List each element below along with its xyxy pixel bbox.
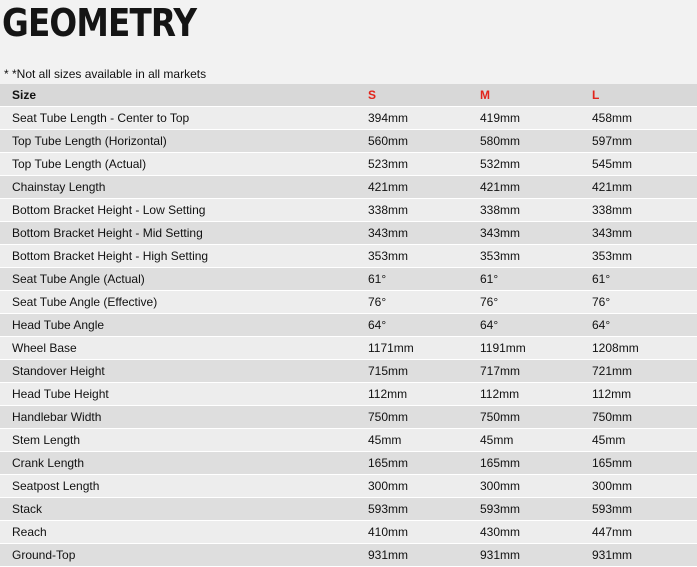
table-row (0, 521, 697, 544)
row-label: Seat Tube Length - Center to Top (0, 107, 362, 130)
row-value-m: 64° (474, 314, 586, 337)
table-row (0, 314, 697, 337)
table-row (0, 130, 697, 153)
row-value-m: 593mm (474, 498, 586, 521)
table-row (0, 337, 697, 360)
row-value-m: 76° (474, 291, 586, 314)
geometry-table (0, 84, 697, 567)
size-m-header: M (474, 84, 586, 107)
row-value-s: 343mm (362, 222, 474, 245)
row-label: Wheel Base (0, 337, 362, 360)
row-label: Reach (0, 521, 362, 544)
row-value-m: 532mm (474, 153, 586, 176)
row-value-l: 343mm (586, 222, 697, 245)
row-label: Stack (0, 498, 362, 521)
row-value-l: 165mm (586, 452, 697, 475)
row-value-m: 61° (474, 268, 586, 291)
row-value-m: 300mm (474, 475, 586, 498)
row-value-l: 1208mm (586, 337, 697, 360)
row-value-s: 1171mm (362, 337, 474, 360)
row-value-l: 721mm (586, 360, 697, 383)
row-value-s: 64° (362, 314, 474, 337)
row-value-s: 353mm (362, 245, 474, 268)
table-row (0, 475, 697, 498)
row-label: Seatpost Length (0, 475, 362, 498)
row-value-l: 45mm (586, 429, 697, 452)
row-label: Seat Tube Angle (Actual) (0, 268, 362, 291)
geometry-table-body (0, 107, 697, 567)
row-value-l: 750mm (586, 406, 697, 429)
table-row (0, 452, 697, 475)
row-value-m: 931mm (474, 544, 586, 567)
row-value-m: 165mm (474, 452, 586, 475)
row-label: Ground-Top (0, 544, 362, 567)
table-row (0, 498, 697, 521)
size-l-header: L (586, 84, 697, 107)
table-row (0, 360, 697, 383)
row-value-m: 421mm (474, 176, 586, 199)
row-value-m: 338mm (474, 199, 586, 222)
row-label: Top Tube Length (Actual) (0, 153, 362, 176)
row-value-m: 343mm (474, 222, 586, 245)
row-value-s: 593mm (362, 498, 474, 521)
row-value-l: 458mm (586, 107, 697, 130)
row-label: Bottom Bracket Height - Mid Setting (0, 222, 362, 245)
row-value-s: 560mm (362, 130, 474, 153)
row-value-s: 165mm (362, 452, 474, 475)
table-row (0, 429, 697, 452)
row-value-l: 353mm (586, 245, 697, 268)
row-label: Top Tube Length (Horizontal) (0, 130, 362, 153)
row-value-l: 76° (586, 291, 697, 314)
table-row (0, 222, 697, 245)
row-value-s: 523mm (362, 153, 474, 176)
row-value-m: 419mm (474, 107, 586, 130)
row-value-s: 338mm (362, 199, 474, 222)
row-value-l: 593mm (586, 498, 697, 521)
table-row (0, 544, 697, 567)
row-value-l: 597mm (586, 130, 697, 153)
row-value-l: 421mm (586, 176, 697, 199)
row-value-s: 750mm (362, 406, 474, 429)
table-row (0, 107, 697, 130)
size-s-header: S (362, 84, 474, 107)
row-label: Bottom Bracket Height - High Setting (0, 245, 362, 268)
row-value-l: 112mm (586, 383, 697, 406)
table-header-row (0, 84, 697, 107)
row-value-s: 61° (362, 268, 474, 291)
row-label: Crank Length (0, 452, 362, 475)
row-value-m: 430mm (474, 521, 586, 544)
row-value-m: 580mm (474, 130, 586, 153)
size-column-header: Size (0, 84, 362, 107)
row-label: Seat Tube Angle (Effective) (0, 291, 362, 314)
row-value-l: 61° (586, 268, 697, 291)
row-value-s: 45mm (362, 429, 474, 452)
row-label: Bottom Bracket Height - Low Setting (0, 199, 362, 222)
row-value-l: 447mm (586, 521, 697, 544)
row-value-l: 545mm (586, 153, 697, 176)
row-value-s: 715mm (362, 360, 474, 383)
table-row (0, 406, 697, 429)
table-row (0, 153, 697, 176)
table-row (0, 291, 697, 314)
row-value-m: 750mm (474, 406, 586, 429)
table-row (0, 199, 697, 222)
row-value-l: 338mm (586, 199, 697, 222)
row-label: Stem Length (0, 429, 362, 452)
row-value-m: 1191mm (474, 337, 586, 360)
row-value-s: 112mm (362, 383, 474, 406)
row-value-m: 112mm (474, 383, 586, 406)
row-value-s: 394mm (362, 107, 474, 130)
row-label: Head Tube Angle (0, 314, 362, 337)
row-value-l: 300mm (586, 475, 697, 498)
row-value-s: 410mm (362, 521, 474, 544)
table-row (0, 176, 697, 199)
row-value-s: 931mm (362, 544, 474, 567)
page-title: GEOMETRY (2, 1, 197, 45)
row-label: Head Tube Height (0, 383, 362, 406)
row-label: Chainstay Length (0, 176, 362, 199)
availability-note: * *Not all sizes available in all markets (4, 67, 207, 81)
row-label: Standover Height (0, 360, 362, 383)
table-row (0, 245, 697, 268)
row-value-m: 45mm (474, 429, 586, 452)
row-value-l: 931mm (586, 544, 697, 567)
row-value-s: 300mm (362, 475, 474, 498)
row-value-m: 717mm (474, 360, 586, 383)
row-value-s: 421mm (362, 176, 474, 199)
table-row (0, 383, 697, 406)
table-row (0, 268, 697, 291)
row-value-m: 353mm (474, 245, 586, 268)
row-value-l: 64° (586, 314, 697, 337)
row-label: Handlebar Width (0, 406, 362, 429)
row-value-s: 76° (362, 291, 474, 314)
